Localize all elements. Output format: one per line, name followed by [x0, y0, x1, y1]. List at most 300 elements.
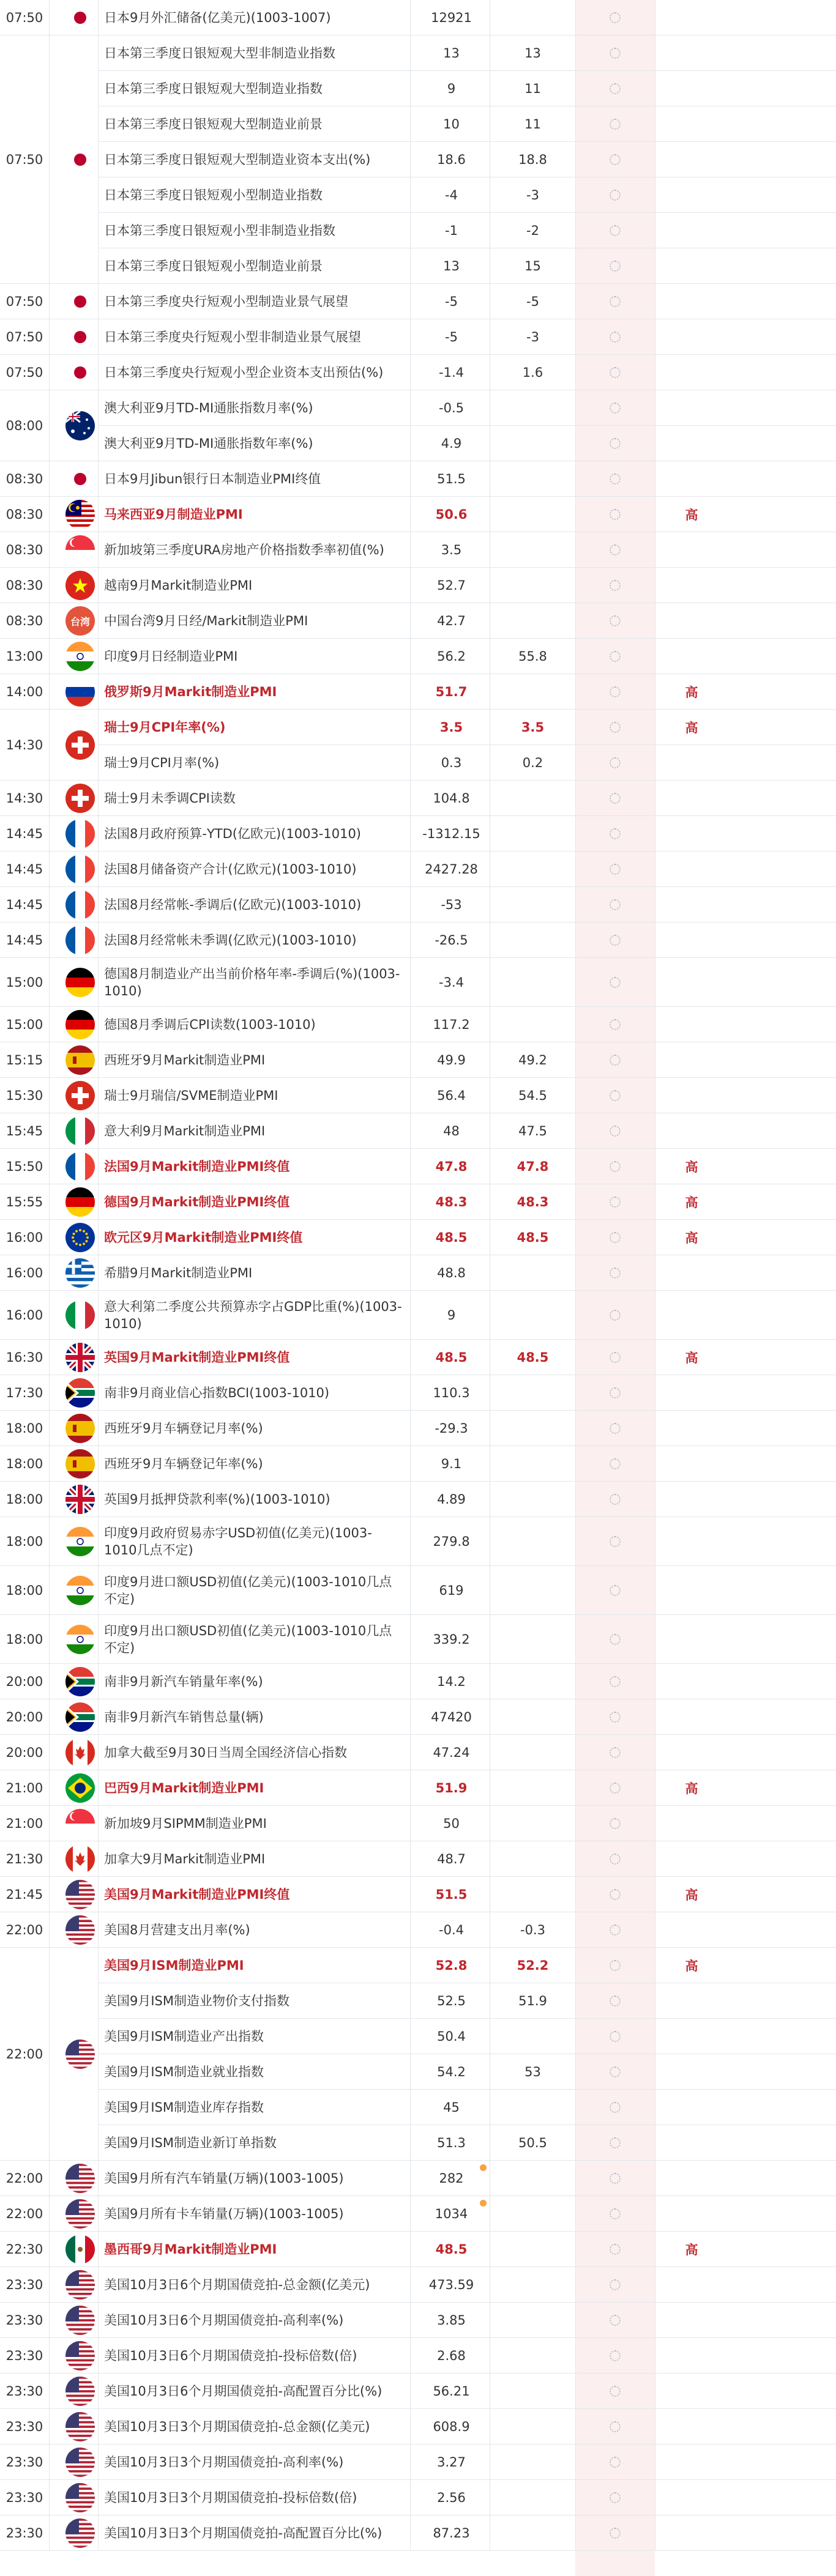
country-flag: [64, 1699, 97, 1735]
loading-spinner-icon: [608, 1584, 622, 1597]
usa-flag-icon: [65, 1880, 95, 1909]
event-time: 23:30: [6, 2313, 43, 2328]
loading-spinner-icon: [608, 1923, 622, 1937]
event-time: 15:50: [6, 1159, 43, 1174]
indicator-name[interactable]: 新加坡9月SIPMM制造业PMI: [104, 1816, 267, 1831]
forecast-value: 11: [524, 117, 541, 132]
indicator-name[interactable]: 印度9月日经制造业PMI: [104, 648, 238, 664]
importance-badge: 高: [685, 1160, 698, 1175]
japan-flag-icon: [65, 322, 95, 352]
indicator-name[interactable]: 法国8月政府预算-YTD(亿欧元)(1003-1010): [104, 826, 361, 841]
loading-spinner-icon: [608, 1308, 622, 1322]
indicator-name[interactable]: 日本第三季度日银短观小型制造业前景: [104, 258, 323, 273]
forecast-value: [495, 2480, 571, 2515]
forecast-value: [495, 781, 571, 816]
indicator-name[interactable]: 加拿大9月Markit制造业PMI: [104, 1851, 266, 1866]
previous-value: 47.8: [435, 1159, 468, 1174]
forecast-value: [495, 2444, 571, 2480]
event-time: 22:00: [6, 2171, 43, 2186]
indicator-name[interactable]: 印度9月政府贸易赤字USD初值(亿美元)(1003-1010几点不定): [104, 1525, 372, 1557]
previous-value: 0.3: [441, 755, 462, 770]
forecast-value: 1.6: [522, 365, 543, 380]
previous-value: 52.5: [437, 1994, 466, 2008]
japan-flag-icon: [65, 145, 95, 174]
loading-spinner-icon: [608, 366, 622, 379]
previous-value: 48.5: [435, 1350, 468, 1365]
mexico-flag-icon: [65, 2235, 95, 2264]
indicator-name[interactable]: 瑞士9月CPI年率(%): [104, 719, 226, 735]
forecast-value: [495, 2303, 571, 2338]
importance-badge: 高: [685, 1195, 698, 1210]
loading-spinner-icon: [608, 2455, 622, 2469]
country-flag: [64, 1877, 97, 1912]
forecast-value: 18.8: [518, 152, 547, 167]
forecast-value: [495, 2161, 571, 2196]
indicator-name[interactable]: 南非9月商业信心指数BCI(1003-1010): [104, 1385, 330, 1400]
previous-value: 4.9: [441, 436, 462, 451]
indicator-name[interactable]: 德国8月季调后CPI读数(1003-1010): [104, 1017, 316, 1032]
loading-spinner-icon: [608, 827, 622, 841]
previous-value: 12921: [431, 10, 472, 25]
event-time: 16:00: [6, 1230, 43, 1245]
indicator-name[interactable]: 美国10月3日6个月期国债竞拍-高配置百分比(%): [104, 2383, 383, 2399]
spain-flag-icon: [65, 1045, 95, 1075]
indicator-name[interactable]: 俄罗斯9月Markit制造业PMI: [104, 684, 277, 699]
indicator-name[interactable]: 日本第三季度日银短观小型制造业指数: [104, 187, 323, 202]
forecast-value: 55.8: [518, 649, 547, 664]
importance-badge: 高: [685, 2243, 698, 2257]
loading-spinner-icon: [608, 756, 622, 770]
country-flag: [64, 2303, 97, 2338]
forecast-value: [495, 1007, 571, 1042]
india-flag-icon: [65, 1527, 95, 1556]
loading-spinner-icon: [608, 2030, 622, 2043]
country-flag: [64, 2161, 97, 2196]
france-flag-icon: [65, 890, 95, 919]
uk-flag-icon: [65, 1485, 95, 1514]
indicator-name[interactable]: 法国8月储备资产合计(亿欧元)(1003-1010): [104, 861, 357, 877]
column-divider: [410, 0, 411, 2551]
indicator-name[interactable]: 意大利9月Markit制造业PMI: [104, 1123, 266, 1138]
indicator-name[interactable]: 西班牙9月车辆登记月率(%): [104, 1420, 263, 1436]
indicator-name[interactable]: 美国10月3日6个月期国债竞拍-总金额(亿美元): [104, 2277, 370, 2292]
indicator-name[interactable]: 美国9月ISM制造业就业指数: [104, 2064, 264, 2079]
previous-value: 9: [447, 81, 456, 96]
loading-spinner-icon: [608, 508, 622, 521]
country-flag: [64, 816, 97, 852]
loading-spinner-icon: [608, 259, 622, 273]
loading-spinner-icon: [608, 1160, 622, 1173]
indicator-name[interactable]: 日本第三季度日银短观大型制造业资本支出(%): [104, 152, 371, 167]
usa-flag-icon: [65, 2341, 95, 2370]
taiwan-flag-icon: [65, 606, 95, 636]
forecast-value: [495, 1517, 571, 1566]
previous-value: 48.5: [435, 2242, 468, 2257]
previous-value: -5: [445, 294, 458, 309]
forecast-value: [495, 1411, 571, 1446]
previous-value: 48.3: [435, 1195, 468, 1209]
loading-spinner-icon: [608, 82, 622, 95]
switzerland-flag-icon: [65, 784, 95, 813]
previous-value: -1: [445, 223, 458, 238]
india-flag-icon: [65, 642, 95, 671]
previous-value: 9: [447, 1308, 456, 1323]
indicator-name[interactable]: 欧元区9月Markit制造业PMI终值: [104, 1230, 303, 1245]
country-flag: [64, 1042, 97, 1078]
usa-flag-icon: [65, 2518, 95, 2548]
usa-flag-icon: [65, 2448, 95, 2477]
russia-flag-icon: [65, 677, 95, 707]
indicator-name[interactable]: 西班牙9月Markit制造业PMI: [104, 1052, 266, 1067]
event-time: 07:50: [6, 365, 43, 380]
indicator-name[interactable]: 美国8月营建支出月率(%): [104, 1922, 250, 1937]
country-flag: [64, 1340, 97, 1375]
previous-value: 47.24: [433, 1745, 470, 1760]
indicator-name[interactable]: 英国9月抵押贷款利率(%)(1003-1010): [104, 1491, 330, 1507]
indicator-name[interactable]: 美国9月ISM制造业新订单指数: [104, 2135, 277, 2150]
event-time: 07:50: [6, 294, 43, 309]
loading-spinner-icon: [608, 898, 622, 911]
indicator-name[interactable]: 美国9月所有汽车销量(万辆)(1003-1005): [104, 2170, 344, 2186]
loading-spinner-icon: [608, 579, 622, 592]
previous-value: 339.2: [433, 1632, 470, 1647]
indicator-name[interactable]: 美国9月ISM制造业产出指数: [104, 2029, 264, 2044]
country-flag: [64, 2444, 97, 2480]
country-flag: [64, 1291, 97, 1340]
indicator-name[interactable]: 日本第三季度日银短观大型非制造业指数: [104, 45, 335, 61]
forecast-value: 53: [524, 2065, 541, 2079]
france-flag-icon: [65, 819, 95, 848]
event-time: 08:30: [6, 543, 43, 557]
previous-value: 619: [439, 1583, 464, 1598]
previous-value: 51.7: [435, 685, 468, 699]
forecast-value: [495, 816, 571, 852]
loading-spinner-icon: [608, 792, 622, 805]
indicator-name[interactable]: 日本第三季度日银短观小型非制造业指数: [104, 223, 335, 238]
forecast-value: 47.8: [517, 1159, 549, 1174]
indicator-name[interactable]: 越南9月Markit制造业PMI: [104, 577, 253, 593]
event-time: 22:30: [6, 2242, 43, 2257]
forecast-value: 49.2: [518, 1053, 547, 1067]
indicator-name[interactable]: 美国9月ISM制造业库存指数: [104, 2099, 264, 2115]
event-time: 23:30: [6, 2384, 43, 2399]
event-time: 08:00: [6, 418, 43, 433]
italy-flag-icon: [65, 1301, 95, 1330]
forecast-value: 51.9: [518, 1994, 547, 2008]
forecast-value: 0.2: [522, 755, 543, 770]
forecast-value: [495, 1770, 571, 1806]
indicator-name[interactable]: 德国8月制造业产出当前价格年率-季调后(%)(1003-1010): [104, 966, 400, 998]
country-flag: [64, 1664, 97, 1699]
loading-spinner-icon: [608, 1781, 622, 1795]
forecast-value: 3.5: [521, 720, 545, 735]
loading-spinner-icon: [608, 1675, 622, 1688]
forecast-value: 54.5: [518, 1088, 547, 1103]
loading-spinner-icon: [608, 1994, 622, 2008]
forecast-value: 48.5: [517, 1350, 549, 1365]
event-time: 14:45: [6, 897, 43, 912]
previous-value: 51.3: [437, 2136, 466, 2150]
japan-flag-icon: [65, 287, 95, 316]
country-flag: [64, 2515, 97, 2551]
indicator-name[interactable]: 西班牙9月车辆登记年率(%): [104, 1456, 263, 1471]
event-time: 23:30: [6, 2490, 43, 2505]
loading-spinner-icon: [608, 1710, 622, 1724]
previous-value: 48: [443, 1124, 460, 1138]
country-flag: [64, 497, 97, 532]
forecast-value: [495, 1255, 571, 1291]
previous-value: -1312.15: [422, 826, 480, 841]
singapore-flag-icon: [65, 535, 95, 565]
loading-spinner-icon: [608, 1266, 622, 1280]
previous-value: 50.6: [435, 507, 468, 522]
row-divider: [0, 2550, 836, 2551]
indicator-name[interactable]: 法国8月经常帐-季调后(亿欧元)(1003-1010): [104, 897, 362, 912]
indicator-name[interactable]: 法国9月Markit制造业PMI终值: [104, 1159, 290, 1174]
indicator-name[interactable]: 德国9月Markit制造业PMI终值: [104, 1194, 290, 1209]
indicator-name[interactable]: 墨西哥9月Markit制造业PMI: [104, 2241, 277, 2257]
indicator-name[interactable]: 希腊9月Markit制造业PMI: [104, 1265, 253, 1280]
forecast-value: [495, 1446, 571, 1482]
japan-flag-icon: [65, 464, 95, 494]
indicator-name[interactable]: 南非9月新汽车销售总量(辆): [104, 1709, 264, 1724]
indicator-name[interactable]: 法国8月经常帐未季调(亿欧元)(1003-1010): [104, 932, 357, 948]
country-flag: [64, 532, 97, 568]
indicator-name[interactable]: 巴西9月Markit制造业PMI: [104, 1780, 264, 1795]
event-time: 18:00: [6, 1583, 43, 1598]
forecast-value: -3: [526, 188, 539, 202]
previous-value: 2427.28: [425, 862, 478, 877]
loading-spinner-icon: [608, 188, 622, 202]
country-flag: [64, 1375, 97, 1411]
country-flag: [64, 1446, 97, 1482]
previous-value: 2.68: [437, 2348, 466, 2363]
importance-badge: 高: [685, 1231, 698, 1245]
country-flag: [64, 781, 97, 816]
forecast-value: 48.5: [517, 1230, 549, 1245]
loading-spinner-icon: [608, 1888, 622, 1901]
country-flag: [64, 390, 97, 461]
country-flag: [64, 1806, 97, 1841]
country-flag: [64, 568, 97, 603]
previous-value: 51.9: [435, 1781, 468, 1795]
previous-value: 608.9: [433, 2419, 470, 2434]
previous-value: 48.8: [437, 1266, 466, 1280]
uk-flag-icon: [65, 1343, 95, 1372]
indicator-name[interactable]: 美国10月3日3个月期国债竞拍-投标倍数(倍): [104, 2490, 357, 2505]
indicator-name[interactable]: 南非9月新汽车销量年率(%): [104, 1674, 263, 1689]
previous-value: 48.7: [437, 1852, 466, 1866]
event-time: 18:00: [6, 1632, 43, 1647]
previous-value: 54.2: [437, 2065, 466, 2079]
indicator-name[interactable]: 日本第三季度日银短观大型制造业指数: [104, 81, 323, 96]
loading-spinner-icon: [608, 2491, 622, 2504]
forecast-value: -5: [526, 294, 539, 309]
event-time: 23:30: [6, 2419, 43, 2434]
country-flag: [64, 1255, 97, 1291]
event-time: 22:00: [6, 2207, 43, 2221]
loading-spinner-icon: [608, 401, 622, 415]
loading-spinner-icon: [608, 1535, 622, 1548]
loading-spinner-icon: [608, 1493, 622, 1506]
indicator-name[interactable]: 日本9月Jibun银行日本制造业PMI终值: [104, 471, 321, 486]
indicator-name[interactable]: 美国10月3日3个月期国债竞拍-总金额(亿美元): [104, 2419, 370, 2434]
previous-value: 9.1: [441, 1457, 462, 1471]
previous-value: -0.5: [439, 401, 464, 415]
event-time: 21:45: [6, 1887, 43, 1902]
loading-spinner-icon: [608, 46, 622, 60]
loading-spinner-icon: [608, 1633, 622, 1646]
indicator-name[interactable]: 美国9月Markit制造业PMI终值: [104, 1887, 290, 1902]
forecast-value: 52.2: [517, 1958, 549, 1973]
indicator-name[interactable]: 意大利第二季度公共预算赤字占GDP比重(%)(1003-1010): [104, 1299, 402, 1331]
loading-spinner-icon: [608, 1195, 622, 1209]
country-flag: [64, 2232, 97, 2267]
indicator-name[interactable]: 日本9月外汇储备(亿美元)(1003-1007): [104, 10, 331, 25]
loading-spinner-icon: [608, 543, 622, 557]
loading-spinner-icon: [608, 437, 622, 450]
loading-spinner-icon: [608, 1852, 622, 1866]
australia-flag-icon: [65, 411, 95, 440]
event-time: 21:00: [6, 1816, 43, 1831]
loading-spinner-icon: [608, 153, 622, 166]
event-time: 08:30: [6, 578, 43, 593]
country-flag: [64, 355, 97, 390]
event-time: 17:30: [6, 1386, 43, 1400]
forecast-value: [495, 1615, 571, 1664]
country-flag: [64, 922, 97, 958]
indicator-name[interactable]: 日本第三季度日银短观大型制造业前景: [104, 116, 323, 132]
forecast-value: [495, 2515, 571, 2551]
eurozone-flag-icon: [65, 1223, 95, 1252]
forecast-value: [495, 1806, 571, 1841]
loading-spinner-icon: [608, 1124, 622, 1138]
forecast-value: 47.5: [518, 1124, 547, 1138]
loading-spinner-icon: [608, 1053, 622, 1067]
indicator-name[interactable]: 马来西亚9月制造业PMI: [104, 507, 243, 522]
event-time: 23:30: [6, 2526, 43, 2541]
france-flag-icon: [65, 1152, 95, 1181]
previous-value: -29.3: [435, 1421, 468, 1436]
previous-value: 13: [443, 259, 460, 273]
indicator-name[interactable]: 中国台湾9月日经/Markit制造业PMI: [104, 613, 308, 628]
indicator-name[interactable]: 美国9月所有卡车销量(万辆)(1003-1005): [104, 2206, 344, 2221]
indicator-name[interactable]: 新加坡第三季度URA房地产价格指数季率初值(%): [104, 542, 384, 557]
forecast-value: [495, 2338, 571, 2374]
country-flag: [64, 1411, 97, 1446]
indicator-name[interactable]: 瑞士9月瑞信/SVME制造业PMI: [104, 1088, 278, 1103]
forecast-value: [495, 2019, 571, 2054]
loading-spinner-icon: [608, 1817, 622, 1830]
country-flag: [64, 2409, 97, 2444]
previous-value: 104.8: [433, 791, 470, 806]
country-flag: [64, 852, 97, 887]
previous-value: -53: [441, 897, 462, 912]
forecast-value: -2: [526, 223, 539, 238]
forecast-value: -3: [526, 330, 539, 344]
indicator-name[interactable]: 瑞士9月CPI月率(%): [104, 755, 220, 770]
loading-spinner-icon: [608, 2065, 622, 2079]
country-flag: [64, 710, 97, 781]
indicator-name[interactable]: 澳大利亚9月TD-MI通胀指数月率(%): [104, 400, 313, 415]
germany-flag-icon: [65, 968, 95, 997]
forecast-value: [495, 390, 571, 426]
forecast-value: 11: [524, 81, 541, 96]
loading-spinner-icon: [608, 330, 622, 344]
country-flag: [64, 0, 97, 35]
indicator-name[interactable]: 美国10月3日3个月期国债竞拍-高利率(%): [104, 2454, 344, 2470]
indicator-name[interactable]: 日本第三季度央行短观小型企业资本支出预估(%): [104, 365, 384, 380]
forecast-value: 48.3: [517, 1195, 549, 1209]
importance-badge: 高: [685, 1351, 698, 1365]
loading-spinner-icon: [608, 117, 622, 131]
loading-spinner-icon: [608, 2314, 622, 2327]
update-dot-icon: [480, 2200, 487, 2207]
loading-spinner-icon: [608, 1386, 622, 1400]
brazil-flag-icon: [65, 1773, 95, 1803]
country-flag: [64, 1113, 97, 1149]
forecast-value: [495, 1566, 571, 1615]
germany-flag-icon: [65, 1187, 95, 1217]
country-flag: [64, 1770, 97, 1806]
canada-flag-icon: [65, 1738, 95, 1767]
spain-flag-icon: [65, 1449, 95, 1479]
loading-spinner-icon: [608, 1018, 622, 1031]
country-flag: [64, 319, 97, 355]
indicator-name[interactable]: 美国10月3日6个月期国债竞拍-高利率(%): [104, 2312, 344, 2328]
forecast-value: [495, 1699, 571, 1735]
loading-spinner-icon: [608, 1351, 622, 1364]
loading-spinner-icon: [608, 934, 622, 947]
event-time: 08:30: [6, 614, 43, 628]
forecast-value: [495, 532, 571, 568]
indicator-name[interactable]: 印度9月出口额USD初值(亿美元)(1003-1010几点不定): [104, 1623, 392, 1655]
previous-value: 18.6: [437, 152, 466, 167]
loading-spinner-icon: [608, 2172, 622, 2185]
previous-value: 50: [443, 1816, 460, 1831]
indicator-name[interactable]: 加拿大截至9月30日当周全国经济信心指数: [104, 1745, 348, 1760]
indicator-name[interactable]: 澳大利亚9月TD-MI通胀指数年率(%): [104, 436, 313, 451]
country-flag: [64, 1220, 97, 1255]
previous-value: 3.85: [437, 2313, 466, 2328]
country-flag: [64, 1841, 97, 1877]
previous-value: 56.2: [437, 649, 466, 664]
indicator-name[interactable]: 英国9月Markit制造业PMI终值: [104, 1349, 290, 1365]
usa-flag-icon: [65, 2199, 95, 2229]
usa-flag-icon: [65, 2040, 95, 2069]
indicator-name[interactable]: 美国9月ISM制造业物价支付指数: [104, 1993, 290, 2008]
indicator-name[interactable]: 日本第三季度央行短观小型制造业景气展望: [104, 294, 348, 309]
event-time: 15:30: [6, 1088, 43, 1103]
indicator-name[interactable]: 印度9月进口额USD初值(亿美元)(1003-1010几点不定): [104, 1574, 392, 1606]
loading-spinner-icon: [608, 1457, 622, 1471]
indicator-name[interactable]: 日本第三季度央行短观小型非制造业景气展望: [104, 329, 361, 344]
indicator-name[interactable]: 美国10月3日6个月期国债竞拍-投标倍数(倍): [104, 2348, 357, 2363]
loading-spinner-icon: [608, 2349, 622, 2363]
indicator-name[interactable]: 美国9月ISM制造业PMI: [104, 1958, 244, 1973]
event-time: 15:15: [6, 1053, 43, 1067]
indicator-name[interactable]: 瑞士9月未季调CPI读数: [104, 790, 236, 806]
previous-value: 10: [443, 117, 460, 132]
country-flag: [64, 2267, 97, 2303]
importance-badge: 高: [685, 1888, 698, 1902]
event-time: 23:30: [6, 2277, 43, 2292]
india-flag-icon: [65, 1576, 95, 1605]
event-time: 15:45: [6, 1124, 43, 1138]
indicator-name[interactable]: 美国10月3日3个月期国债竞拍-高配置百分比(%): [104, 2525, 383, 2541]
loading-spinner-icon: [608, 1422, 622, 1435]
previous-value: 45: [443, 2100, 460, 2115]
